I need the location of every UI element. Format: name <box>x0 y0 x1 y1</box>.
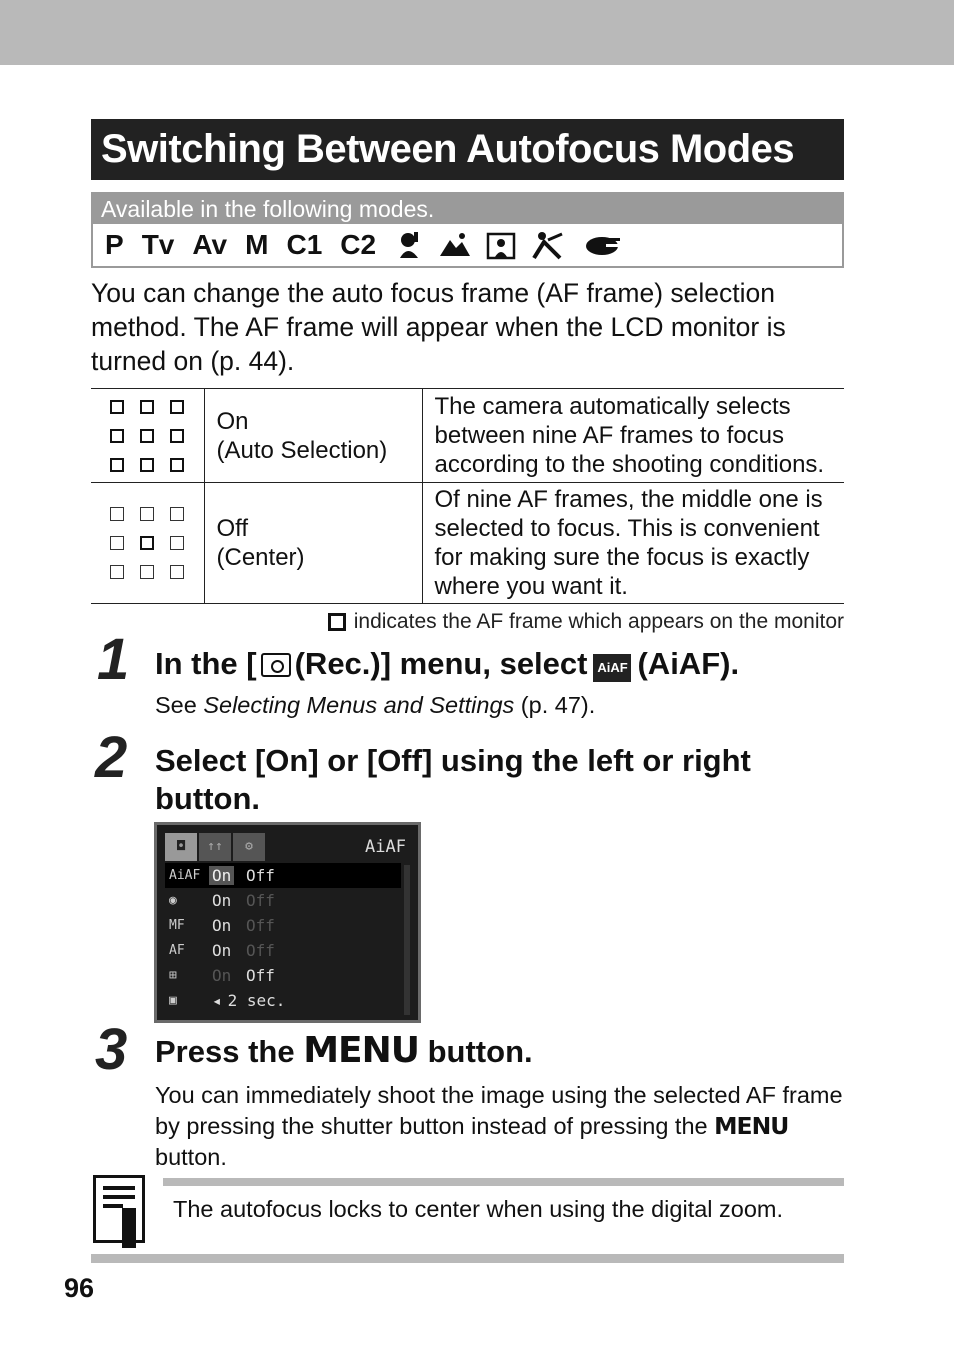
setting-cell <box>204 389 422 483</box>
screen-row-af-assist: AF On Off <box>165 938 401 963</box>
frame-icon: ⊞ <box>169 968 177 983</box>
play-tab-icon: ↑↑ <box>199 833 231 861</box>
slow-shutter-mode-icon <box>580 230 622 260</box>
available-modes-box <box>91 192 844 268</box>
intro-paragraph: You can change the auto focus frame (AF frame) selection method. The AF frame will appear when the LCD monitor is turned on (p. 44). <box>91 278 786 376</box>
step-1-title: In the [ (Rec.)] menu, select AiAF (AiAF). <box>155 646 740 681</box>
portrait-mode-icon <box>394 230 424 260</box>
step-3-title: Press the MENU button. <box>155 1030 533 1071</box>
screen-row-aiaf: AiAF On Off <box>165 863 401 888</box>
screen-row-review: ▣ ◂ 2 sec. <box>165 988 401 1013</box>
modes-icons <box>93 224 842 266</box>
step-1-number: 1 <box>97 627 130 692</box>
aiaf-icon: AiAF <box>169 868 201 883</box>
setting-subname: (Center) <box>216 544 305 571</box>
bottom-divider <box>91 1254 844 1263</box>
description-cell: The camera automatically selects between nine AF frames to focus according to the shooting conditions. <box>422 389 844 483</box>
setting-cell <box>204 483 422 604</box>
af-frame-center-icon-cell <box>91 483 204 604</box>
table-footnote <box>328 610 844 634</box>
table-row <box>91 483 844 604</box>
step-3-text: You can immediately shoot the image using the selected AF frame by pressing the shutter button instead of pressing the MENU button. <box>155 1082 843 1170</box>
af-frames-all-icon-cell <box>91 389 204 483</box>
af-assist-icon: AF <box>169 943 185 958</box>
camera-rec-icon <box>261 653 291 677</box>
screen-scrollbar <box>404 865 410 1015</box>
fast-shutter-mode-icon <box>530 230 566 260</box>
af-nine-frames-icon <box>110 400 204 472</box>
af-center-frame-icon <box>110 507 204 579</box>
description-cell: Of nine AF frames, the middle one is selected to focus. This is convenient for making sure the focus is exactly where you want it. <box>422 483 844 604</box>
page-title: Switching Between Autofocus Modes <box>91 119 844 180</box>
step-2-number: 2 <box>95 725 128 790</box>
table-row <box>91 389 844 483</box>
menu-button-label: MENU <box>303 1030 419 1071</box>
screen-row-mf: MF On Off <box>165 913 401 938</box>
left-arrow-icon: ◂ <box>212 991 222 1010</box>
mode-c1: C1 <box>286 229 323 260</box>
screen-menu-rows <box>165 863 401 1013</box>
note-icon <box>93 1175 145 1243</box>
screen-row-zoom: ⊞ On Off <box>165 963 401 988</box>
setting-name: On <box>216 407 249 435</box>
note-text: The autofocus locks to center when using the digital zoom. <box>173 1196 784 1222</box>
lcd-menu-screenshot <box>154 822 421 1023</box>
review-icon: ▣ <box>169 993 177 1008</box>
screen-row-redeye: ◉ On Off <box>165 888 401 913</box>
landscape-mode-icon <box>438 230 472 260</box>
page-number: 96 <box>64 1273 95 1303</box>
af-modes-table <box>91 388 844 604</box>
step-3-number: 3 <box>95 1017 128 1082</box>
eye-icon: ◉ <box>169 893 177 908</box>
mode-m: M <box>245 229 269 260</box>
aiaf-icon: AiAF <box>593 654 631 682</box>
mode-av: Av <box>192 229 228 260</box>
mf-zoom-icon: MF <box>169 918 185 933</box>
af-frame-icon <box>328 613 346 631</box>
rec-tab-icon: ◘ <box>165 833 197 861</box>
step-1-text: See Selecting Menus and Settings (p. 47). <box>155 692 596 718</box>
note-divider <box>163 1178 844 1186</box>
setting-subname: (Auto Selection) <box>216 436 388 464</box>
modes-header: Available in the following modes. <box>93 194 842 224</box>
top-band <box>0 0 954 65</box>
mode-p: P <box>105 229 124 260</box>
night-scene-mode-icon <box>486 230 516 260</box>
step-2-title: Select [On] or [Off] using the left or right button. <box>155 743 751 816</box>
mode-c2: C2 <box>340 229 377 260</box>
setting-name: Off <box>216 515 249 542</box>
screen-title: AiAF <box>365 837 406 857</box>
footnote-text: indicates the AF frame which appears on the monitor <box>353 610 844 633</box>
screen-tabs <box>165 833 265 861</box>
mode-tv: Tv <box>141 229 175 260</box>
setup-tab-icon: ⚙ <box>233 833 265 861</box>
menu-button-label: MENU <box>714 1112 789 1140</box>
